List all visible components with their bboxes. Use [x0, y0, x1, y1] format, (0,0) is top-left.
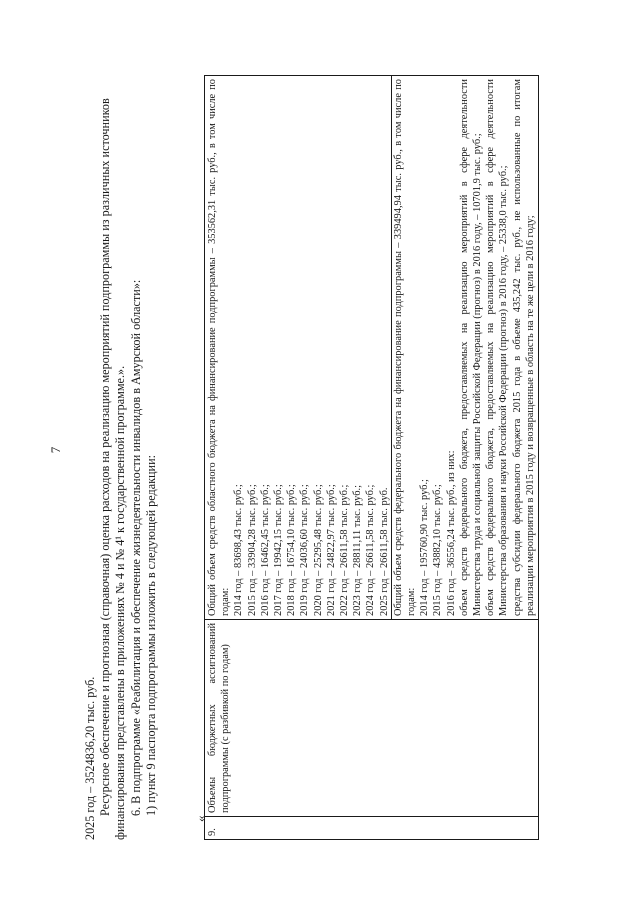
content-line: 2023 год – 28811,11 тыс. руб.;: [352, 485, 364, 616]
content-line: 2015 год – 43882,10 тыс. руб.;: [432, 484, 444, 616]
content-line: 2017 год – 19942,15 тыс. руб.;: [273, 484, 285, 616]
content-line: 2021 год – 24822,97 тыс. руб.;: [325, 484, 337, 616]
body-text: [83, 60, 159, 840]
content-line: средства субсидии федерального бюджета 2015 года в объеме 435,242 тыс. руб., не использованные по итогам реализации мероприятия в 2015 году и возвращенные в область на те же цели в 2016 году;: [511, 79, 536, 616]
content-line: объем средств федерального бюджета, предоставляемых на реализацию мероприятий в сфере деятельности Министерства образования и науки Российской Федерации (прогноз) в 2016 году, – 25338,0 тыс. руб.;: [485, 79, 510, 616]
rotated-page: [40, 60, 640, 840]
opening-quote: «: [193, 815, 208, 822]
content-line: 2018 год – 16754,10 тыс. руб.;: [286, 484, 298, 616]
content-line: объем средств федерального бюджета, предоставляемых на реализацию мероприятий в сфере деятельности Министерства труда и социальной защиты Российской Федерации (прогноз) в 2016 году, – 10701,9 тыс. руб.;: [458, 79, 484, 616]
content-line: 2015 год – 33904,28 тыс. руб.;: [246, 484, 258, 616]
passport-table: [204, 75, 539, 840]
paragraph-subprogram-amendment: 6. В подпрограмме «Реабилитация и обеспечение жизнедеятельности инвалидов в Амурской области»:: [128, 279, 143, 816]
content-line: 2022 год – 26611,58 тыс. руб.;: [339, 484, 351, 616]
content-line: 2014 год – 83698,43 тыс. руб.;: [233, 484, 245, 616]
content-line: 2024 год – 26611,58 тыс. руб.;: [365, 484, 377, 616]
page-number: 7: [48, 446, 63, 454]
row-label: Объемы бюджетных ассигнований подпрограммы (с разбивкой по годам): [205, 620, 539, 817]
content-line: 2025 год – 26611,58 тыс. руб.: [378, 487, 390, 616]
row-content: [205, 76, 539, 620]
paragraph-total-2025: 2025 год – 3524836,20 тыс. руб.: [83, 676, 97, 840]
content-line: Общий объем средств областного бюджета на финансирование подпрограммы – 353562,31 тыс. руб., в том числе по годам:: [207, 79, 232, 616]
row-number: 9.: [205, 817, 539, 840]
paragraph-passport-item: 1) пункт 9 паспорта подпрограммы изложить в следующей редакции:: [143, 455, 158, 816]
content-line: 2020 год – 25295,48 тыс. руб.;: [312, 484, 324, 616]
content-line: 2016 год – 36556,24 тыс. руб., из них:: [445, 450, 457, 616]
paragraph-resource-provision: Ресурсное обеспечение и прогнозная (справочная) оценка расходов на реализацию мероприятий подпрограммы из различных источников финансирования представлены в приложениях № 4 и № 4¹ к государственной программе.».: [98, 98, 128, 840]
content-line: 2019 год – 24036,60 тыс. руб.;: [299, 484, 311, 616]
table-row: [205, 76, 539, 840]
content-line: 2016 год – 16462,45 тыс. руб.;: [259, 484, 271, 616]
content-line: Общий объем средств федерального бюджета на финансирование подпрограммы – 339494,94 тыс. руб., в том числе по годам:: [391, 76, 418, 619]
content-line: 2014 год – 195760,90 тыс. руб.;: [419, 479, 431, 616]
